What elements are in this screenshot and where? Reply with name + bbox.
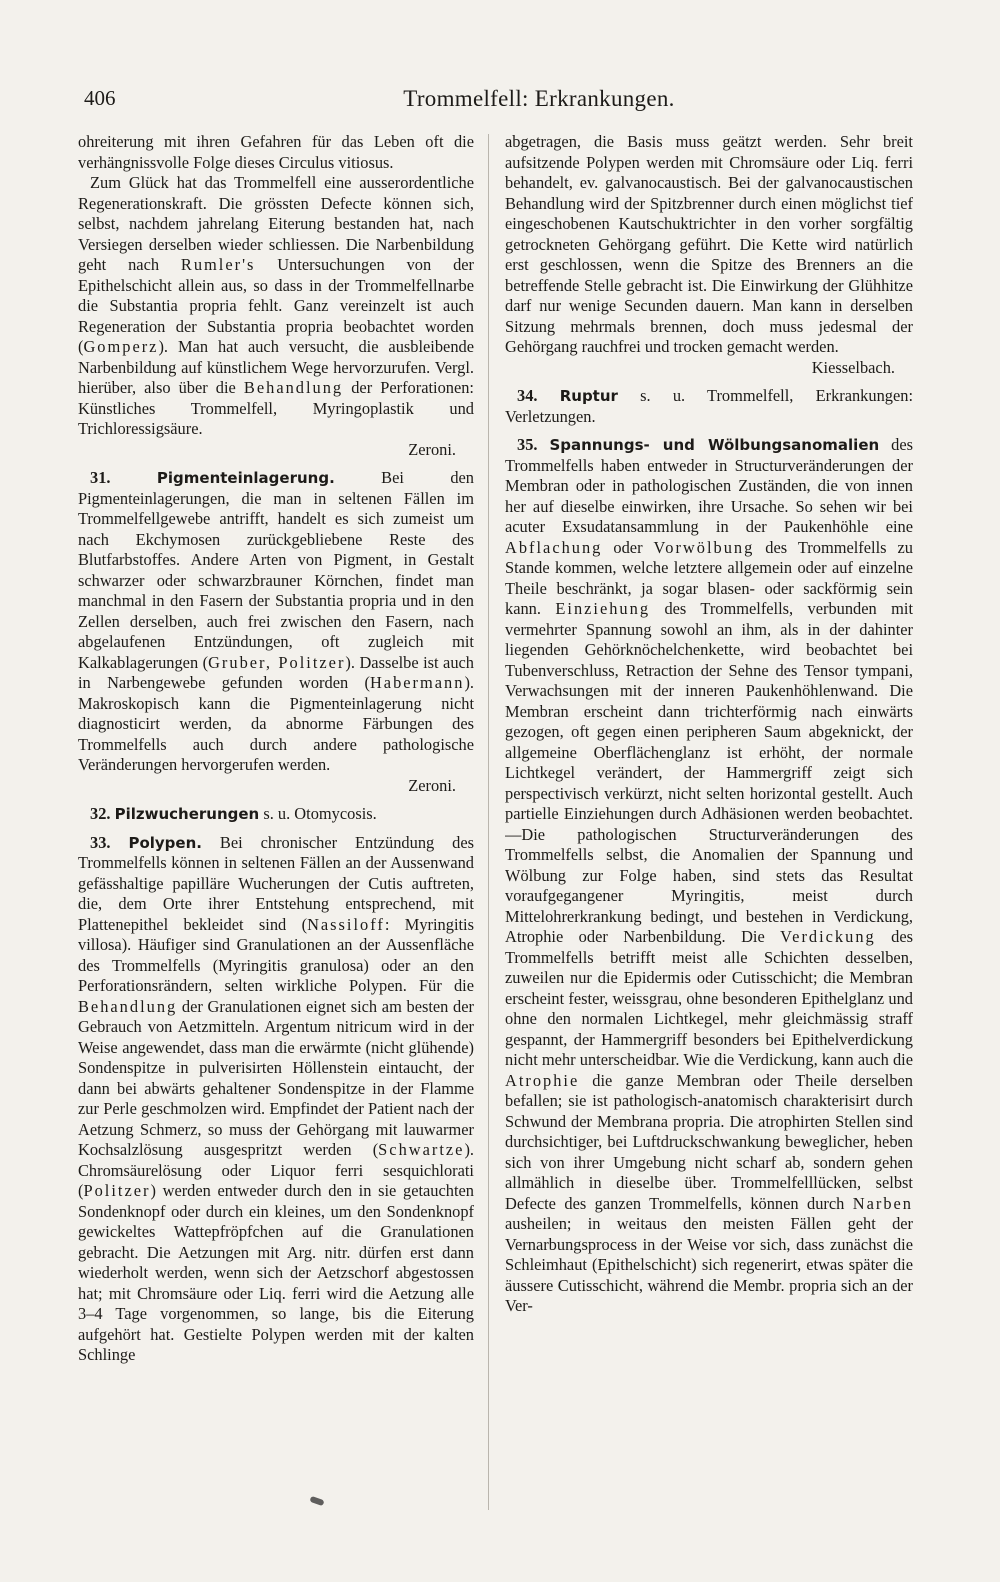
- section-heading: Polypen.: [128, 833, 202, 852]
- author-signature: Zeroni.: [408, 439, 456, 459]
- left-column: [78, 132, 474, 1522]
- section-32: 32. Pilzwucherungen s. u. Otomycosis.: [90, 804, 377, 823]
- paragraph: abgetragen, die Basis muss geätzt werden. Sehr breit aufsitzende Polypen werden mit Chromsäure oder Liq. ferri behandelt, ev. galvanocaustisch. Bei der galvanocaustischen Behandlung wird der Spitzbrenner durch einen möglichst tief eingeschobenen Kautschuktrichter in den vorher sorgfältig getrockneten Gehörgang geführt. Die Kette wird natürlich erst geschlossen, wenn die Spitze des Brenners an die betreffende Stelle gebracht ist. Die Einwirkung der Glühhitze darf nur wenige Secunden dauern. Man kann in derselben Sitzung mehrmals brennen, doch muss jedesmal der Gehörgang rauchfrei und trocken gemacht werden. Kiesselbach.: [505, 132, 913, 377]
- section-35: 35. Spannungs- und Wölbungsanomalien des Trommelfells haben entweder in Structurveränderungen der Membran oder in pathologischen Zuständen, die von innen her auf dieselbe einwirken, ihre Ursache. So sehen wir bei acuter Exsudatansammlung in der Paukenhöhle eine Abflachung oder Vorwölbung des Trommelfells zu Stande kommen, welche letztere allgemein oder auf einzelne Theile beschränkt, ja sogar blasen- oder sackförmig sein kann. Einziehung des Trommelfells, verbunden mit vermehrter Spannung sowohl an ihm, als in der dahinter liegenden Gehörknöchelchenkette, wird beobachtet bei Tubenverschluss, Retraction der Sehne des Tensor tympani, Verwachsungen mit der inneren Paukenhöhlenwand. Die Membran erscheint dann trichterförmig nach einwärts gezogen, oft gegen einen peripheren Saum abgeknickt, der allgemeine Oberflächenglanz ist erhöht, der normale Lichtkegel verändert, der Hammergriff zeigt sich perspectivisch verkürzt, nicht selten horizontal gestellt. Auch partielle Einziehungen durch Adhäsionen werden beobachtet.—Die pathologischen Structurveränderungen des Trommelfells selbst, die Anomalien der Spannung und Wölbung zur Folge haben, sind stets das Resultat voraufgegangener Myringitis, meist durch Mittelohrerkrankung bedingt, und bestehen in Verdickung, Atrophie oder Narbenbildung. Die Verdickung des Trommelfells betrifft meist alle Schichten desselben, zuweilen nur die Epidermis oder Cutisschicht; die Membran erscheint fester, weissgrau, ohne besonderen Epithelglanz und ohne den normalen Lichtkegel, mehr gleichmässig straff gespannt, der Hammergriff besonders bei Epithelverdickung nicht mehr unterscheidbar. Wie die Verdickung, kann auch die Atrophie die ganze Membran oder Theile derselben befallen; sie ist pathologisch-anatomisch charakterisirt durch Schwund der Membrana propria. Die atrophirten Stellen sind durchsichtiger, bei Luftdruckschwankung beweglicher, heben sich von ihrer Umgebung nicht scharf ab, sondern gehen allmählich in dieselbe über. Trommelfelllücken, selbst Defecte des ganzen Trommelfells, können durch Narben ausheilen; in weitaus den meisten Fällen geht der Vernarbungsprocess in der Weise vor sich, dass zunächst die Schleimhaut (Epithelschicht) sich regenerirt, etwas später die äussere Cutisschicht, während die Membr. propria sich an der Ver-: [505, 435, 913, 1315]
- column-divider: [488, 134, 489, 1510]
- page-header: [78, 82, 920, 122]
- section-heading: Ruptur: [559, 387, 618, 405]
- section-heading: Pigmenteinlagerung.: [156, 469, 335, 487]
- section-heading: Spannungs- und Wölbungsanomalien: [549, 436, 880, 454]
- right-column: [505, 132, 913, 1522]
- section-31: 31. Pigmenteinlagerung. Bei den Pigmenteinlagerungen, die man in seltenen Fällen im Trommelfellgewebe antrifft, handelt es sich zumeist um nach Ekchymosen zurückgebliebene Reste des Blutfarbstoffes. Andere Arten von Pigment, in Gestalt schwarzer oder schwarzbrauner Körnchen, findet man manchmal in den Fasern der Substantia propria und in den Zellen derselben, auch frei zwischen den Fasern, nach abgelaufenen Entzündungen, oft zugleich mit Kalkablagerungen (Gruber, Politzer). Dasselbe ist auch in Narbengewebe gefunden worden (Habermann). Makroskopisch kann die Pigmenteinlagerung nicht diagnosticirt werden, da abnorme Färbungen des Trommelfells auch durch andere pathologische Veränderungen hervorgerufen werden. Zeroni.: [78, 468, 474, 795]
- paragraph: ohreiterung mit ihren Gefahren für das Leben oft die verhängnissvolle Folge dieses Circulus vitiosus.: [78, 132, 474, 172]
- author-signature: Kiesselbach.: [811, 357, 895, 377]
- page-number: 406: [84, 86, 116, 110]
- section-heading: Pilzwucherungen: [114, 805, 260, 823]
- author-signature: Zeroni.: [408, 775, 456, 795]
- section-34: 34. Ruptur s. u. Trommelfell, Erkrankungen: Verletzungen.: [505, 386, 913, 426]
- paragraph: Zum Glück hat das Trommelfell eine ausserordentliche Regenerationskraft. Die grössten Defecte können sich, selbst, nachdem jahrelang Eiterung bestanden hat, nach Versiegen derselben wieder schliessen. Die Narbenbildung geht nach Rumler's Untersuchungen von der Epithelschicht allein aus, so dass in der Trommelfellnarbe die Substantia propria fehlt. Ganz vereinzelt ist auch Regeneration der Substantia propria beobachtet worden (Gomperz). Man hat auch versucht, die ausbleibende Narbenbildung auf künstlichem Wege hervorzurufen. Vergl. hierüber, also über die Behandlung der Perforationen: Künstliches Trommelfell, Myringoplastik und Trichloressigsäure. Zeroni.: [78, 173, 474, 459]
- section-33: 33. Polypen. Bei chronischer Entzündung des Trommelfells können in seltenen Fällen an der Aussenwand gefässhaltige papilläre Wucherungen der Cutis auftreten, die, dem Orte ihrer Entstehung entsprechend, mit Plattenepithel bekleidet sind (Nassiloff: Myringitis villosa). Häufiger sind Granulationen an der Aussenfläche des Trommelfells (Myringitis granulosa) oder an den Perforationsrändern, selten wirkliche Polypen. Für die Behandlung der Granulationen eignet sich am besten der Gebrauch von Aetzmitteln. Argentum nitricum wird in der Weise angewendet, dass man die erwärmte (nicht glühende) Sondenspitze in pulverisirten Höllenstein eintaucht, der dann bei abwärts gehaltener Sondenspitze in der Flamme zur Perle geschmolzen wird. Empfindet der Patient nach der Aetzung Schmerz, so muss der Gehörgang mit lauwarmer Kochsalzlösung ausgespritzt werden (Schwartze). Chromsäurelösung oder Liquor ferri sesquichlorati (Politzer) werden entweder durch den in sie getauchten Sondenknopf oder durch ein kleines, um den Sondenknopf gewickeltes Wattepfröpfchen auf die Granulationen gebracht. Die Aetzungen mit Arg. nitr. dürfen erst dann wiederholt werden, wenn sich der Aetzschorf abgestossen hat; mit Chromsäure oder Liq. ferri wird die Aetzung alle 3–4 Tage vorgenommen, so lange, bis die Eiterung aufgehört hat. Gestielte Polypen werden mit der kalten Schlinge: [78, 832, 474, 1364]
- running-title: Trommelfell: Erkrankungen.: [403, 86, 675, 111]
